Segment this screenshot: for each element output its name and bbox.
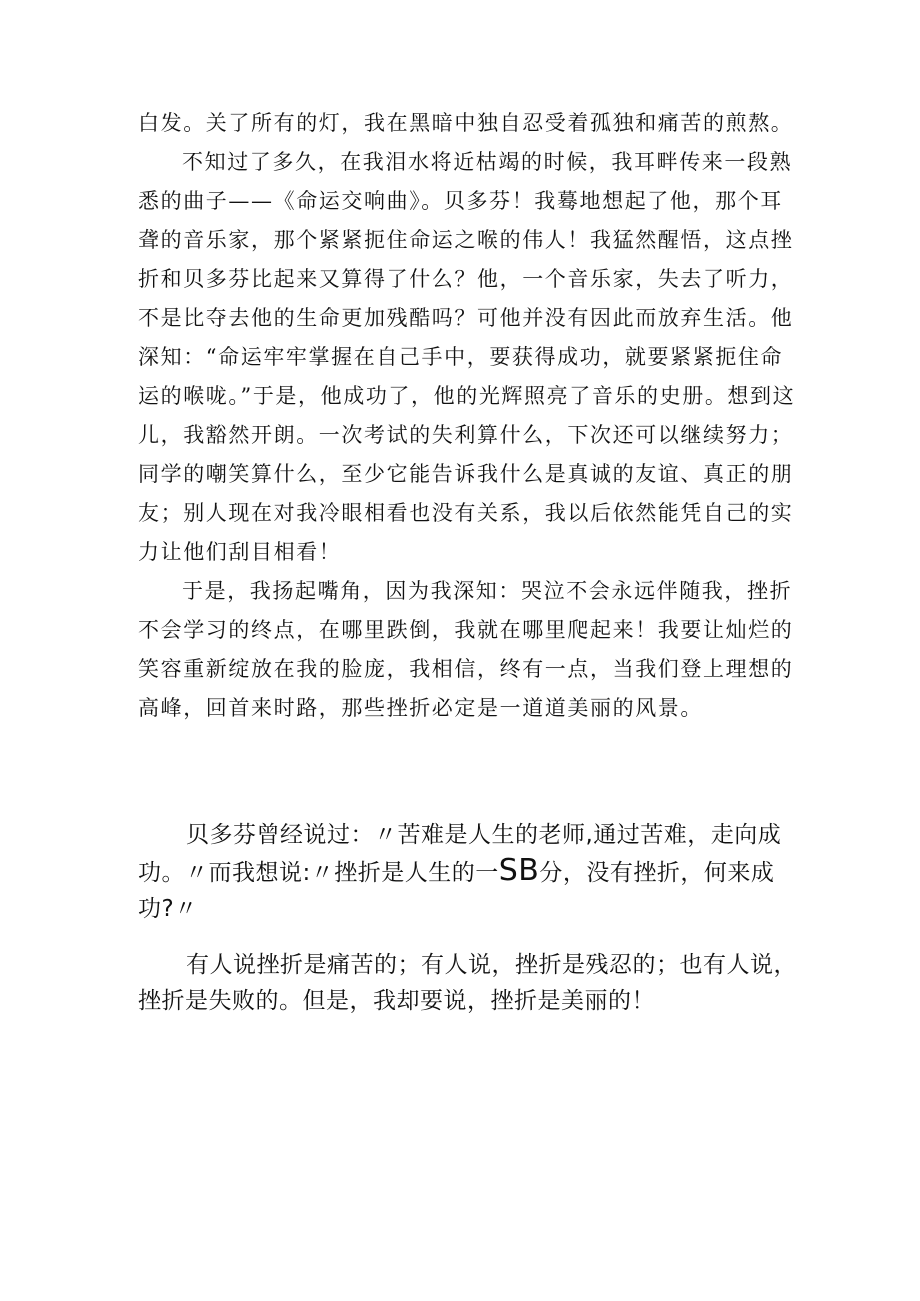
essay-paragraph-continued: 白发。关了所有的灯，我在黑暗中独自忍受着孤独和痛苦的煎熬。 xyxy=(138,111,794,135)
essay-section-sans xyxy=(138,817,806,1039)
quote-text-before: 贝多芬曾经说过：〃苦难是人生的老师,通过苦难，走向成功。〃而我想说:〃挫折是人生的一 xyxy=(138,822,782,886)
essay-paragraph-conclusion: 于是，我扬起嘴角，因为我深知：哭泣不会永远伴随我，挫折不会学习的终点，在哪里跌倒，我就在哪里爬起来！我要让灿烂的笑容重新绽放在我的脸庞，我相信，终有一点，当我们登上理想的高峰，回首来时路，那些挫折必定是一道道美丽的风景。 xyxy=(138,579,794,720)
essay-section-serif xyxy=(138,104,798,728)
quote-paragraph xyxy=(138,817,806,927)
frustration-paragraph: 有人说挫折是痛苦的；有人说，挫折是残忍的；也有人说，挫折是失败的。但是，我却要说，挫折是美丽的！ xyxy=(138,952,797,1014)
essay-paragraph-beethoven: 不知过了多久，在我泪水将近枯竭的时候，我耳畔传来一段熟悉的曲子——《命运交响曲》。贝多芬！我蓦地想起了他，那个耳聋的音乐家，那个紧紧扼住命运之喉的伟人！我猛然醒悟，这点挫折和贝多芬比起来又算得了什么？他，一个音乐家，失去了听力，不是比夺去他的生命更加残酷吗？可他并没有因此而放弃生活。他深知：“命运牢牢掌握在自己手中，要获得成功，就要紧紧扼住命运的喉咙。”于是，他成功了，他的光辉照亮了音乐的史册。想到这儿，我豁然开朗。一次考试的失利算什么，下次还可以继续努力；同学的嘲笑算什么，至少它能告诉我什么是真诚的友谊、真正的朋友；别人现在对我冷眼相看也没有关系，我以后依然能凭自己的实力让他们刮目相看！ xyxy=(138,150,796,564)
quote-text-sb: SB xyxy=(498,853,540,888)
quote-text-after: 分，没有挫折，何来成功?〃 xyxy=(138,860,775,922)
